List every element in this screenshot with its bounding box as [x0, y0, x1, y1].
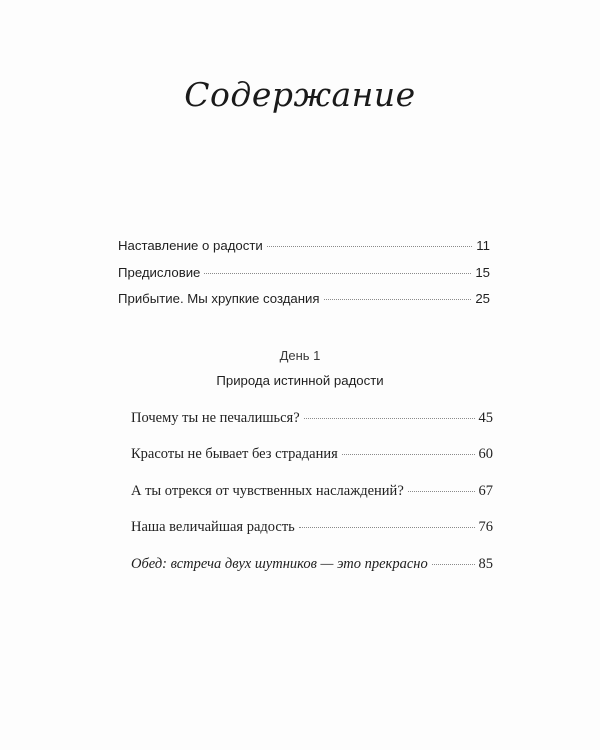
- day-title: Природа истинной радости: [216, 373, 384, 388]
- toc-chapter-label: Обед: встреча двух шутников — это прекрасно: [131, 556, 428, 572]
- toc-entry-page: 15: [475, 265, 490, 280]
- toc-chapter-page: 60: [478, 446, 493, 462]
- toc-chapter[interactable]: [131, 483, 493, 500]
- page-title: Содержание: [184, 75, 416, 114]
- toc-entry[interactable]: [118, 265, 490, 280]
- toc-chapter-page: 76: [478, 519, 493, 535]
- toc-chapter[interactable]: [131, 446, 493, 463]
- toc-entry-label: Прибытие. Мы хрупкие создания: [118, 291, 320, 306]
- dot-leader: [299, 527, 475, 528]
- day-label: День 1: [279, 348, 321, 363]
- toc-chapter-page: 67: [478, 483, 493, 499]
- toc-entry-label: Предисловие: [118, 265, 201, 280]
- toc-entry[interactable]: [118, 291, 490, 306]
- toc-entry-page: 11: [476, 238, 490, 253]
- dot-leader: [204, 273, 471, 274]
- dot-leader: [304, 418, 475, 419]
- toc-entry-label: Наставление о радости: [118, 238, 263, 253]
- dot-leader: [408, 491, 475, 492]
- toc-chapter[interactable]: [131, 556, 493, 573]
- toc-entry-page: 25: [475, 291, 490, 306]
- toc-chapter-page: 45: [478, 410, 493, 426]
- toc-entry[interactable]: [118, 238, 490, 253]
- dot-leader: [342, 454, 475, 455]
- toc-chapter-label: Почему ты не печалишься?: [131, 410, 300, 426]
- toc-chapter-label: Красоты не бывает без страдания: [131, 446, 338, 462]
- dot-leader: [324, 299, 472, 300]
- toc-chapter-label: А ты отрекся от чувственных наслаждений?: [131, 483, 404, 499]
- toc-chapter-label: Наша величайшая радость: [131, 519, 295, 535]
- dot-leader: [267, 246, 473, 247]
- toc-chapter-page: 85: [478, 556, 493, 572]
- toc-chapter[interactable]: [131, 410, 493, 427]
- toc-chapter[interactable]: [131, 519, 493, 536]
- dot-leader: [432, 564, 475, 565]
